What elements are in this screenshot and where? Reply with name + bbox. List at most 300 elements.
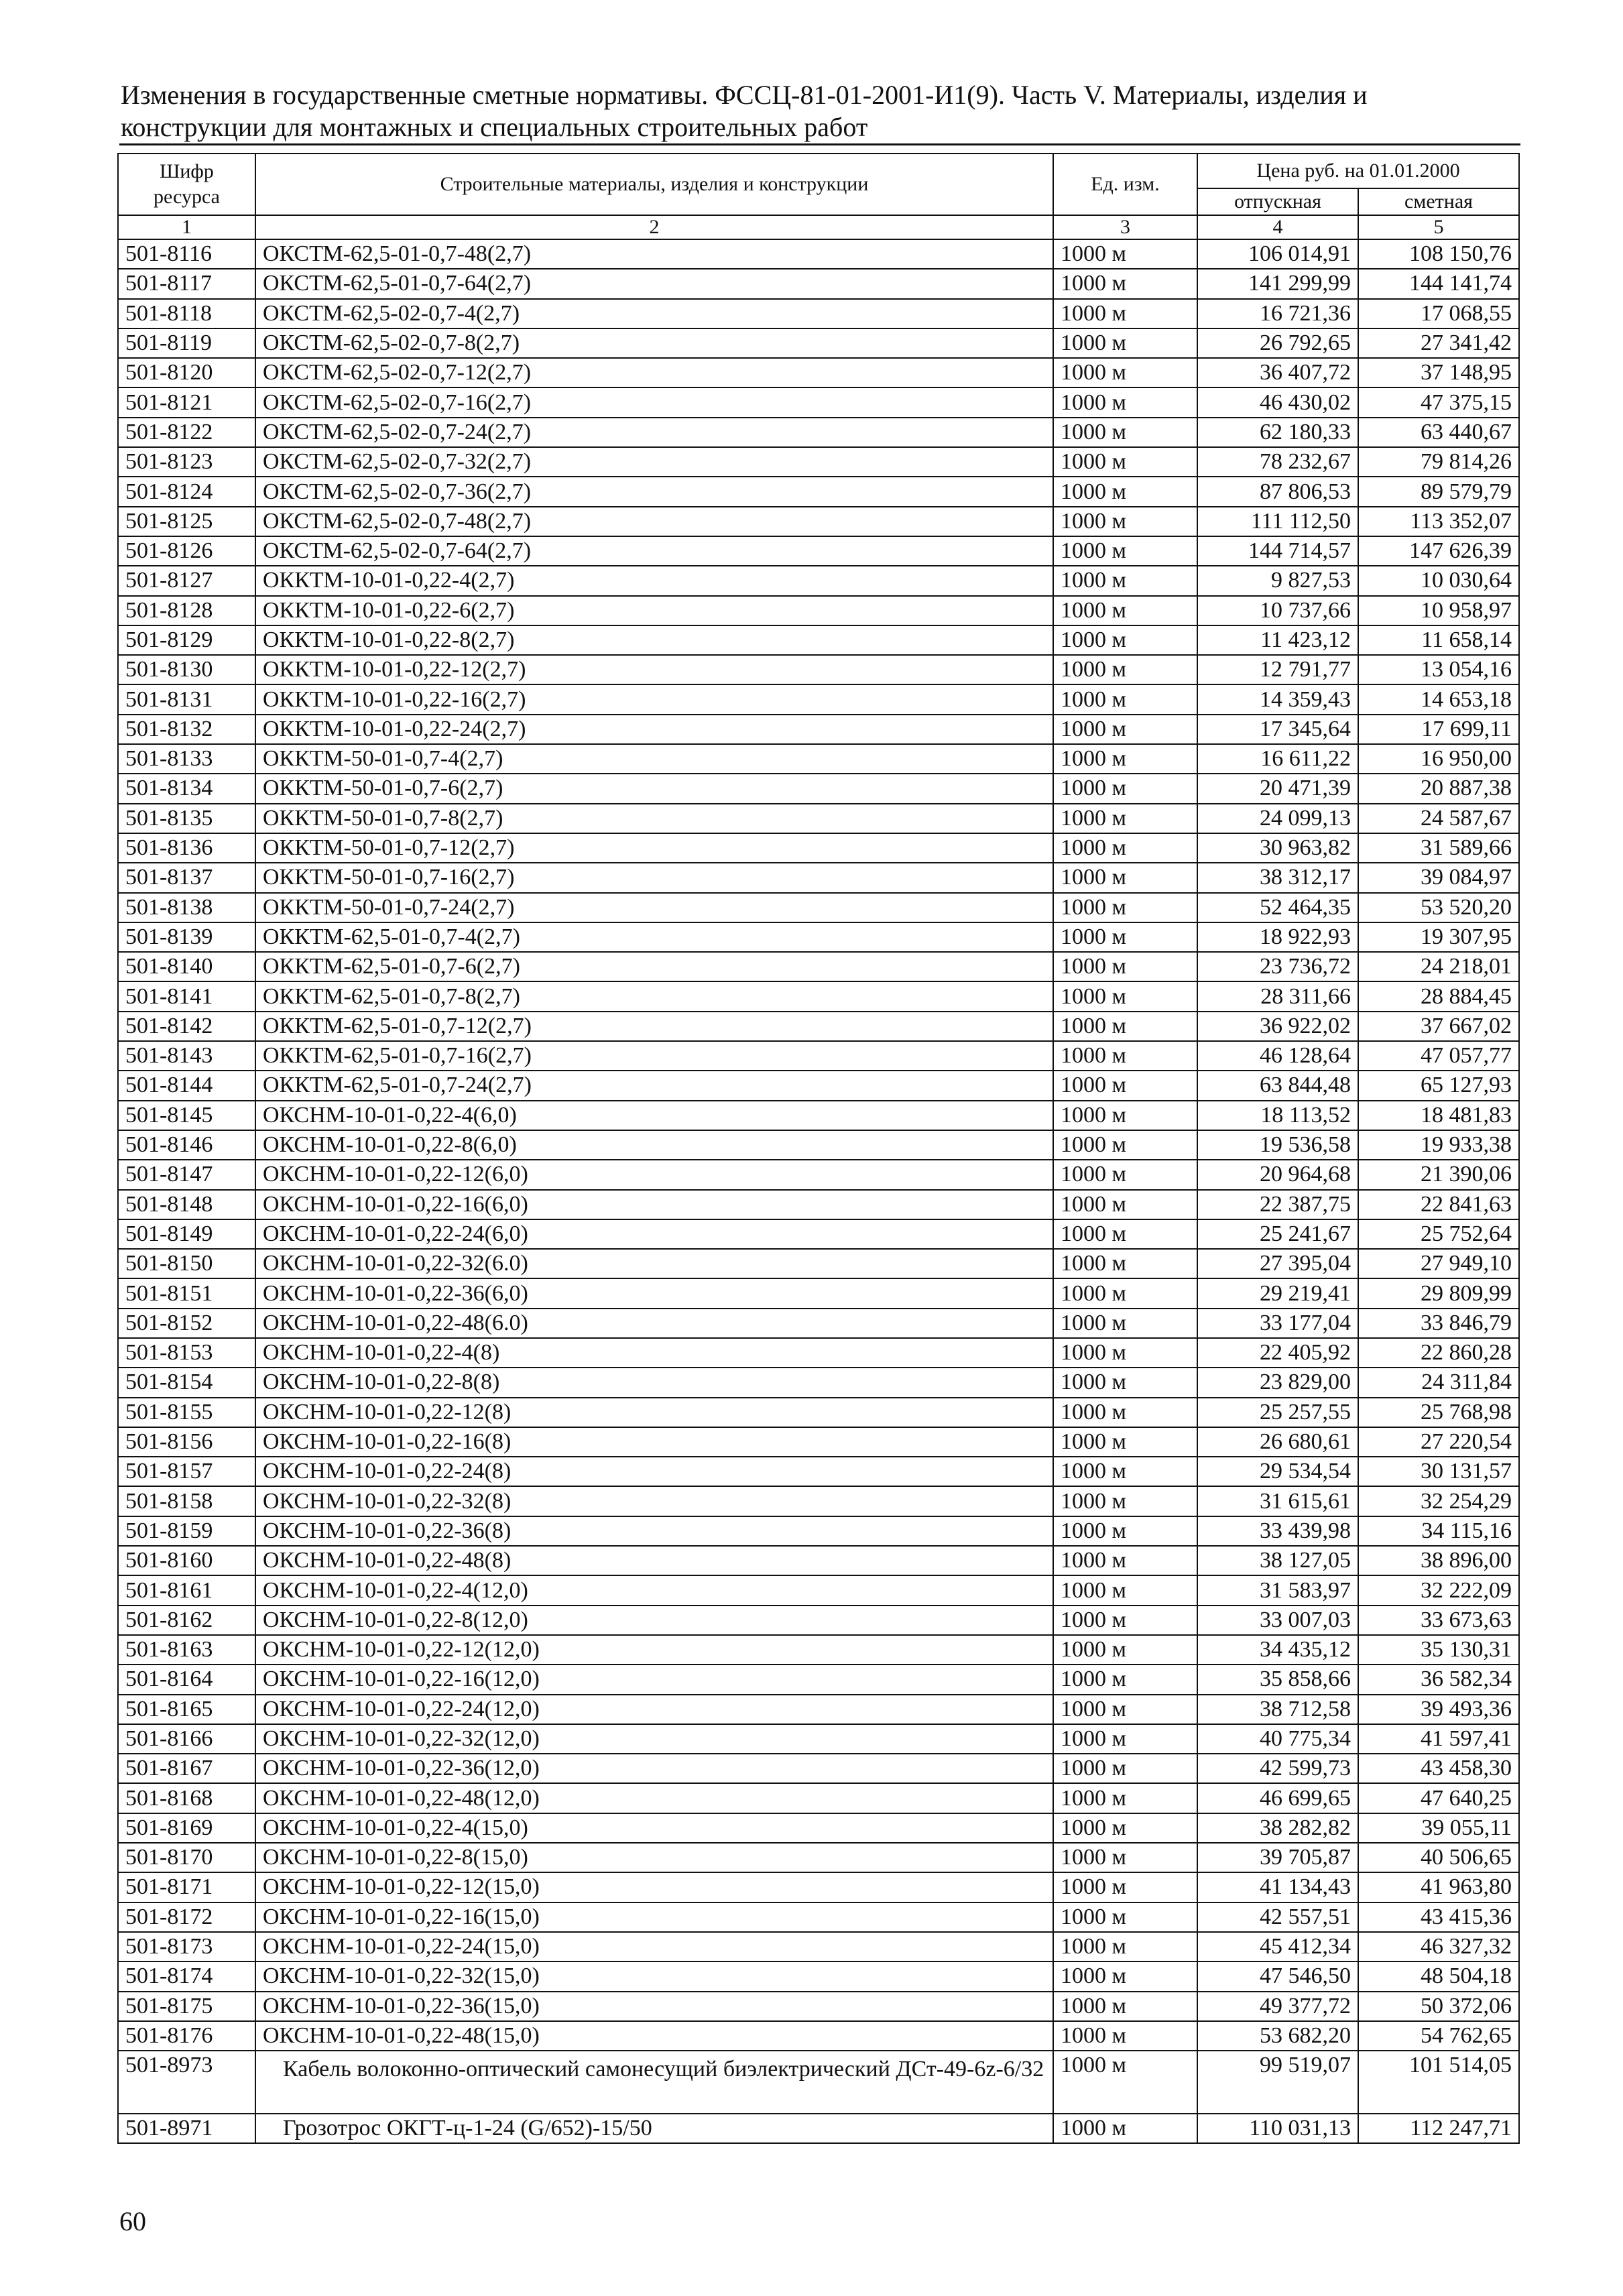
header-estimate-price: сметная: [1358, 188, 1519, 215]
material-name: ОККТМ-62,5-01-0,7-24(2,7): [255, 1071, 1053, 1100]
unit-cell: 1000 м: [1053, 804, 1197, 833]
material-name: ОКСТМ-62,5-02-0,7-12(2,7): [255, 358, 1053, 387]
table-row: [118, 1754, 1519, 1783]
table-row: [118, 952, 1519, 981]
estimate-price: 147 626,39: [1358, 536, 1519, 566]
unit-cell: 1000 м: [1053, 1724, 1197, 1754]
unit-cell: 1000 м: [1053, 1130, 1197, 1160]
resource-code: 501-8165: [118, 1695, 255, 1724]
material-name: ОКСНМ-10-01-0,22-4(12,0): [255, 1575, 1053, 1605]
table-row: [118, 1368, 1519, 1397]
table-row: [118, 269, 1519, 298]
resource-code: 501-8124: [118, 477, 255, 506]
resource-code: 501-8130: [118, 655, 255, 684]
release-price: 111 112,50: [1197, 507, 1358, 536]
estimate-price: 24 218,01: [1358, 952, 1519, 981]
unit-cell: 1000 м: [1053, 536, 1197, 566]
estimate-price: 25 768,98: [1358, 1398, 1519, 1427]
resource-code: 501-8162: [118, 1606, 255, 1635]
estimate-price: 13 054,16: [1358, 655, 1519, 684]
material-name: ОКСНМ-10-01-0,22-8(12,0): [255, 1606, 1053, 1635]
resource-code: 501-8137: [118, 863, 255, 892]
unit-cell: 1000 м: [1053, 2051, 1197, 2114]
table-row: [118, 1278, 1519, 1308]
resource-code: 501-8171: [118, 1872, 255, 1902]
table-row: [118, 1071, 1519, 1100]
header-line-2: конструкции для монтажных и специальных строительных работ: [121, 112, 868, 142]
resource-code: 501-8121: [118, 387, 255, 417]
material-name: ОККТМ-62,5-01-0,7-8(2,7): [255, 981, 1053, 1011]
release-price: 19 536,58: [1197, 1130, 1358, 1160]
estimate-price: 79 814,26: [1358, 447, 1519, 477]
release-price: 36 407,72: [1197, 358, 1358, 387]
resource-code: 501-8119: [118, 328, 255, 358]
material-name: ОКСНМ-10-01-0,22-48(6.0): [255, 1309, 1053, 1338]
table-row: [118, 715, 1519, 744]
unit-cell: 1000 м: [1053, 239, 1197, 269]
table-row: [118, 804, 1519, 833]
table-row: [118, 387, 1519, 417]
release-price: 46 430,02: [1197, 387, 1358, 417]
table-row: [118, 447, 1519, 477]
release-price: 22 405,92: [1197, 1338, 1358, 1368]
material-name: ОКСНМ-10-01-0,22-36(12,0): [255, 1754, 1053, 1783]
estimate-price: 29 809,99: [1358, 1278, 1519, 1308]
estimate-price: 36 582,34: [1358, 1665, 1519, 1694]
resource-code: 501-8142: [118, 1012, 255, 1041]
resource-code: 501-8154: [118, 1368, 255, 1397]
estimate-price: 10 030,64: [1358, 566, 1519, 595]
unit-cell: 1000 м: [1053, 299, 1197, 328]
estimate-price: 108 150,76: [1358, 239, 1519, 269]
unit-cell: 1000 м: [1053, 1368, 1197, 1397]
material-name: ОКСНМ-10-01-0,22-24(6,0): [255, 1219, 1053, 1249]
unit-cell: 1000 м: [1053, 1606, 1197, 1635]
unit-cell: 1000 м: [1053, 566, 1197, 595]
estimate-price: 31 589,66: [1358, 833, 1519, 863]
unit-cell: 1000 м: [1053, 1219, 1197, 1249]
resource-code: 501-8132: [118, 715, 255, 744]
header-code: Шифр ресурса: [118, 154, 255, 215]
table-row: [118, 1992, 1519, 2021]
estimate-price: 50 372,06: [1358, 1992, 1519, 2021]
resource-code: 501-8134: [118, 774, 255, 803]
estimate-price: 32 222,09: [1358, 1575, 1519, 1605]
resource-code: 501-8135: [118, 804, 255, 833]
release-price: 22 387,75: [1197, 1190, 1358, 1219]
material-name: ОКСНМ-10-01-0,22-12(15,0): [255, 1872, 1053, 1902]
table-row: [118, 1041, 1519, 1071]
material-name: ОККТМ-10-01-0,22-16(2,7): [255, 684, 1053, 714]
resource-code: 501-8155: [118, 1398, 255, 1427]
estimate-price: 25 752,64: [1358, 1219, 1519, 1249]
header-release-price: отпускная: [1197, 188, 1358, 215]
table-row: [118, 358, 1519, 387]
unit-cell: 1000 м: [1053, 1338, 1197, 1368]
estimate-price: 38 896,00: [1358, 1546, 1519, 1575]
material-name: ОКСТМ-62,5-02-0,7-48(2,7): [255, 507, 1053, 536]
estimate-price: 39 084,97: [1358, 863, 1519, 892]
release-price: 46 699,65: [1197, 1783, 1358, 1813]
unit-cell: 1000 м: [1053, 387, 1197, 417]
resource-code: 501-8159: [118, 1516, 255, 1546]
estimate-price: 19 933,38: [1358, 1130, 1519, 1160]
resource-code: 501-8139: [118, 922, 255, 952]
unit-cell: 1000 м: [1053, 477, 1197, 506]
table-row: [118, 1486, 1519, 1516]
table-row: [118, 863, 1519, 892]
resource-code: 501-8156: [118, 1427, 255, 1457]
estimate-price: 48 504,18: [1358, 1961, 1519, 1991]
resource-code: 501-8125: [118, 507, 255, 536]
table-row: [118, 1872, 1519, 1902]
column-number: 4: [1197, 215, 1358, 239]
resource-code: 501-8117: [118, 269, 255, 298]
release-price: 18 922,93: [1197, 922, 1358, 952]
resource-code: 501-8973: [118, 2051, 255, 2114]
table-row: [118, 1606, 1519, 1635]
material-name: ОККТМ-10-01-0,22-4(2,7): [255, 566, 1053, 595]
estimate-price: 33 846,79: [1358, 1309, 1519, 1338]
estimate-price: 46 327,32: [1358, 1932, 1519, 1961]
unit-cell: 1000 м: [1053, 1101, 1197, 1130]
table-row: [118, 893, 1519, 922]
material-name: ОККТМ-50-01-0,7-12(2,7): [255, 833, 1053, 863]
table-row: [118, 1665, 1519, 1694]
material-name: ОКСНМ-10-01-0,22-48(12,0): [255, 1783, 1053, 1813]
unit-cell: 1000 м: [1053, 1961, 1197, 1991]
material-name: ОКСНМ-10-01-0,22-36(6,0): [255, 1278, 1053, 1308]
release-price: 38 312,17: [1197, 863, 1358, 892]
release-price: 52 464,35: [1197, 893, 1358, 922]
unit-cell: 1000 м: [1053, 833, 1197, 863]
release-price: 34 435,12: [1197, 1635, 1358, 1665]
unit-cell: 1000 м: [1053, 1071, 1197, 1100]
unit-cell: 1000 м: [1053, 1516, 1197, 1546]
release-price: 41 134,43: [1197, 1872, 1358, 1902]
estimate-price: 14 653,18: [1358, 684, 1519, 714]
unit-cell: 1000 м: [1053, 893, 1197, 922]
material-name: ОКСНМ-10-01-0,22-32(12,0): [255, 1724, 1053, 1754]
estimate-price: 27 220,54: [1358, 1427, 1519, 1457]
release-price: 45 412,34: [1197, 1932, 1358, 1961]
release-price: 11 423,12: [1197, 625, 1358, 655]
resource-code: 501-8140: [118, 952, 255, 981]
table-row: [118, 1695, 1519, 1724]
table-row: [118, 1932, 1519, 1961]
estimate-price: 20 887,38: [1358, 774, 1519, 803]
estimate-price: 28 884,45: [1358, 981, 1519, 1011]
unit-cell: 1000 м: [1053, 1695, 1197, 1724]
material-name: ОКСНМ-10-01-0,22-24(8): [255, 1457, 1053, 1486]
resource-code: 501-8173: [118, 1932, 255, 1961]
table-row: [118, 1516, 1519, 1546]
material-name: ОКСНМ-10-01-0,22-8(8): [255, 1368, 1053, 1397]
release-price: 20 964,68: [1197, 1160, 1358, 1189]
column-number-row: [118, 215, 1519, 239]
estimate-price: 34 115,16: [1358, 1516, 1519, 1546]
table-row: [118, 1575, 1519, 1605]
resource-code: 501-8153: [118, 1338, 255, 1368]
release-price: 18 113,52: [1197, 1101, 1358, 1130]
material-name: ОКСНМ-10-01-0,22-24(12,0): [255, 1695, 1053, 1724]
table-body: [118, 239, 1519, 2143]
estimate-price: 144 141,74: [1358, 269, 1519, 298]
resource-code: 501-8148: [118, 1190, 255, 1219]
unit-cell: 1000 м: [1053, 1902, 1197, 1932]
estimate-price: 63 440,67: [1358, 418, 1519, 447]
material-name: ОКСНМ-10-01-0,22-16(12,0): [255, 1665, 1053, 1694]
resource-code: 501-8169: [118, 1813, 255, 1843]
resource-code: 501-8152: [118, 1309, 255, 1338]
material-name: ОКСНМ-10-01-0,22-12(8): [255, 1398, 1053, 1427]
table-row: [118, 418, 1519, 447]
table-row: [118, 328, 1519, 358]
estimate-price: 47 375,15: [1358, 387, 1519, 417]
resource-code: 501-8133: [118, 744, 255, 774]
unit-cell: 1000 м: [1053, 1992, 1197, 2021]
estimate-price: 22 860,28: [1358, 1338, 1519, 1368]
resource-code: 501-8971: [118, 2114, 255, 2143]
unit-cell: 1000 м: [1053, 1012, 1197, 1041]
unit-cell: 1000 м: [1053, 1754, 1197, 1783]
table-row: [118, 1783, 1519, 1813]
release-price: 38 712,58: [1197, 1695, 1358, 1724]
table-row: [118, 1427, 1519, 1457]
release-price: 16 611,22: [1197, 744, 1358, 774]
resource-code: 501-8160: [118, 1546, 255, 1575]
release-price: 12 791,77: [1197, 655, 1358, 684]
resource-code: 501-8143: [118, 1041, 255, 1071]
header-price-group: Цена руб. на 01.01.2000: [1197, 154, 1519, 188]
release-price: 26 680,61: [1197, 1427, 1358, 1457]
unit-cell: 1000 м: [1053, 1486, 1197, 1516]
material-name: ОКСТМ-62,5-02-0,7-36(2,7): [255, 477, 1053, 506]
material-name: ОККТМ-50-01-0,7-4(2,7): [255, 744, 1053, 774]
material-name: ОКСТМ-62,5-02-0,7-4(2,7): [255, 299, 1053, 328]
release-price: 36 922,02: [1197, 1012, 1358, 1041]
resource-code: 501-8118: [118, 299, 255, 328]
unit-cell: 1000 м: [1053, 358, 1197, 387]
estimate-price: 37 667,02: [1358, 1012, 1519, 1041]
estimate-price: 43 415,36: [1358, 1902, 1519, 1932]
table-row: [118, 1012, 1519, 1041]
resource-code: 501-8176: [118, 2021, 255, 2051]
table-row: [118, 655, 1519, 684]
resource-code: 501-8126: [118, 536, 255, 566]
resource-code: 501-8166: [118, 1724, 255, 1754]
material-name: ОКСНМ-10-01-0,22-8(6,0): [255, 1130, 1053, 1160]
estimate-price: 24 587,67: [1358, 804, 1519, 833]
release-price: 110 031,13: [1197, 2114, 1358, 2143]
resource-code: 501-8157: [118, 1457, 255, 1486]
unit-cell: 1000 м: [1053, 1546, 1197, 1575]
release-price: 141 299,99: [1197, 269, 1358, 298]
resource-code: 501-8168: [118, 1783, 255, 1813]
table-row: [118, 774, 1519, 803]
resource-code: 501-8170: [118, 1843, 255, 1872]
column-number: 5: [1358, 215, 1519, 239]
table-row: [118, 1219, 1519, 1249]
header-rule: [119, 143, 1520, 145]
unit-cell: 1000 м: [1053, 1783, 1197, 1813]
material-name: ОКСНМ-10-01-0,22-32(6.0): [255, 1249, 1053, 1278]
release-price: 23 829,00: [1197, 1368, 1358, 1397]
column-number: 2: [255, 215, 1053, 239]
resource-code: 501-8172: [118, 1902, 255, 1932]
estimate-price: 47 640,25: [1358, 1783, 1519, 1813]
estimate-price: 39 493,36: [1358, 1695, 1519, 1724]
estimate-price: 33 673,63: [1358, 1606, 1519, 1635]
release-price: 38 282,82: [1197, 1813, 1358, 1843]
material-name: ОКСНМ-10-01-0,22-16(15,0): [255, 1902, 1053, 1932]
material-name: ОКСНМ-10-01-0,22-48(15,0): [255, 2021, 1053, 2051]
price-table: [117, 153, 1520, 2144]
release-price: 24 099,13: [1197, 804, 1358, 833]
resource-code: 501-8146: [118, 1130, 255, 1160]
release-price: 39 705,87: [1197, 1843, 1358, 1872]
table-row: [118, 1101, 1519, 1130]
unit-cell: 1000 м: [1053, 1843, 1197, 1872]
table-row: [118, 239, 1519, 269]
unit-cell: 1000 м: [1053, 1575, 1197, 1605]
header-name: Строительные материалы, изделия и конструкции: [255, 154, 1053, 215]
material-name: ОКСНМ-10-01-0,22-16(6,0): [255, 1190, 1053, 1219]
resource-code: 501-8123: [118, 447, 255, 477]
unit-cell: 1000 м: [1053, 269, 1197, 298]
material-name: ОКСТМ-62,5-01-0,7-48(2,7): [255, 239, 1053, 269]
release-price: 9 827,53: [1197, 566, 1358, 595]
material-name: ОКСНМ-10-01-0,22-36(8): [255, 1516, 1053, 1546]
estimate-price: 43 458,30: [1358, 1754, 1519, 1783]
table-row: [118, 2114, 1519, 2143]
estimate-price: 11 658,14: [1358, 625, 1519, 655]
material-name: ОКСТМ-62,5-01-0,7-64(2,7): [255, 269, 1053, 298]
estimate-price: 27 341,42: [1358, 328, 1519, 358]
table-row: [118, 2021, 1519, 2051]
release-price: 53 682,20: [1197, 2021, 1358, 2051]
release-price: 106 014,91: [1197, 239, 1358, 269]
release-price: 31 615,61: [1197, 1486, 1358, 1516]
resource-code: 501-8175: [118, 1992, 255, 2021]
material-name: Кабель волоконно-оптический самонесущий биэлектрический ДСт-49-6z-6/32: [255, 2051, 1053, 2114]
material-name: ОККТМ-62,5-01-0,7-16(2,7): [255, 1041, 1053, 1071]
unit-cell: 1000 м: [1053, 1932, 1197, 1961]
release-price: 17 345,64: [1197, 715, 1358, 744]
unit-cell: 1000 м: [1053, 418, 1197, 447]
unit-cell: 1000 м: [1053, 1278, 1197, 1308]
release-price: 42 599,73: [1197, 1754, 1358, 1783]
resource-code: 501-8141: [118, 981, 255, 1011]
resource-code: 501-8127: [118, 566, 255, 595]
release-price: 10 737,66: [1197, 596, 1358, 625]
estimate-price: 18 481,83: [1358, 1101, 1519, 1130]
resource-code: 501-8161: [118, 1575, 255, 1605]
table-row: [118, 1457, 1519, 1486]
estimate-price: 54 762,65: [1358, 2021, 1519, 2051]
release-price: 63 844,48: [1197, 1071, 1358, 1100]
release-price: 25 257,55: [1197, 1398, 1358, 1427]
material-name: ОКСНМ-10-01-0,22-16(8): [255, 1427, 1053, 1457]
release-price: 46 128,64: [1197, 1041, 1358, 1071]
material-name: ОККТМ-50-01-0,7-8(2,7): [255, 804, 1053, 833]
page-number: 60: [119, 2206, 146, 2236]
resource-code: 501-8144: [118, 1071, 255, 1100]
header-line-1: Изменения в государственные сметные нормативы. ФССЦ-81-01-2001-И1(9). Часть V. Материалы, изделия и: [121, 80, 1368, 110]
resource-code: 501-8138: [118, 893, 255, 922]
resource-code: 501-8150: [118, 1249, 255, 1278]
resource-code: 501-8163: [118, 1635, 255, 1665]
unit-cell: 1000 м: [1053, 1249, 1197, 1278]
table-row: [118, 507, 1519, 536]
unit-cell: 1000 м: [1053, 447, 1197, 477]
material-name: ОКСНМ-10-01-0,22-4(15,0): [255, 1813, 1053, 1843]
estimate-price: 113 352,07: [1358, 507, 1519, 536]
release-price: 49 377,72: [1197, 1992, 1358, 2021]
table-row: [118, 1130, 1519, 1160]
unit-cell: 1000 м: [1053, 981, 1197, 1011]
resource-code: 501-8131: [118, 684, 255, 714]
estimate-price: 101 514,05: [1358, 2051, 1519, 2114]
release-price: 23 736,72: [1197, 952, 1358, 981]
table-row: [118, 536, 1519, 566]
table-row: [118, 596, 1519, 625]
release-price: 99 519,07: [1197, 2051, 1358, 2114]
material-name: ОККТМ-50-01-0,7-16(2,7): [255, 863, 1053, 892]
material-name: ОККТМ-62,5-01-0,7-4(2,7): [255, 922, 1053, 952]
table-row: [118, 684, 1519, 714]
header-unit: Ед. изм.: [1053, 154, 1197, 215]
table-row: [118, 1961, 1519, 1991]
material-name: ОКСНМ-10-01-0,22-24(15,0): [255, 1932, 1053, 1961]
resource-code: 501-8147: [118, 1160, 255, 1189]
table-row: [118, 477, 1519, 506]
material-name: ОКСТМ-62,5-02-0,7-64(2,7): [255, 536, 1053, 566]
column-number: 3: [1053, 215, 1197, 239]
unit-cell: 1000 м: [1053, 1872, 1197, 1902]
unit-cell: 1000 м: [1053, 922, 1197, 952]
table-row: [118, 1843, 1519, 1872]
estimate-price: 17 068,55: [1358, 299, 1519, 328]
table-row: [118, 566, 1519, 595]
estimate-price: 35 130,31: [1358, 1635, 1519, 1665]
material-name: ОККТМ-10-01-0,22-12(2,7): [255, 655, 1053, 684]
material-name: Грозотрос ОКГТ-ц-1-24 (G/652)-15/50: [255, 2114, 1053, 2143]
unit-cell: 1000 м: [1053, 1457, 1197, 1486]
resource-code: 501-8128: [118, 596, 255, 625]
table-row: [118, 1635, 1519, 1665]
material-name: ОКСНМ-10-01-0,22-8(15,0): [255, 1843, 1053, 1872]
estimate-price: 41 963,80: [1358, 1872, 1519, 1902]
material-name: ОККТМ-10-01-0,22-8(2,7): [255, 625, 1053, 655]
estimate-price: 21 390,06: [1358, 1160, 1519, 1189]
column-number: 1: [118, 215, 255, 239]
resource-code: 501-8145: [118, 1101, 255, 1130]
release-price: 144 714,57: [1197, 536, 1358, 566]
table-row: [118, 1813, 1519, 1843]
resource-code: 501-8149: [118, 1219, 255, 1249]
table-row: [118, 625, 1519, 655]
release-price: 20 471,39: [1197, 774, 1358, 803]
release-price: 38 127,05: [1197, 1546, 1358, 1575]
release-price: 40 775,34: [1197, 1724, 1358, 1754]
material-name: ОККТМ-62,5-01-0,7-6(2,7): [255, 952, 1053, 981]
table-row: [118, 1309, 1519, 1338]
material-name: ОКСНМ-10-01-0,22-32(15,0): [255, 1961, 1053, 1991]
unit-cell: 1000 м: [1053, 507, 1197, 536]
estimate-price: 10 958,97: [1358, 596, 1519, 625]
table-row: [118, 1190, 1519, 1219]
